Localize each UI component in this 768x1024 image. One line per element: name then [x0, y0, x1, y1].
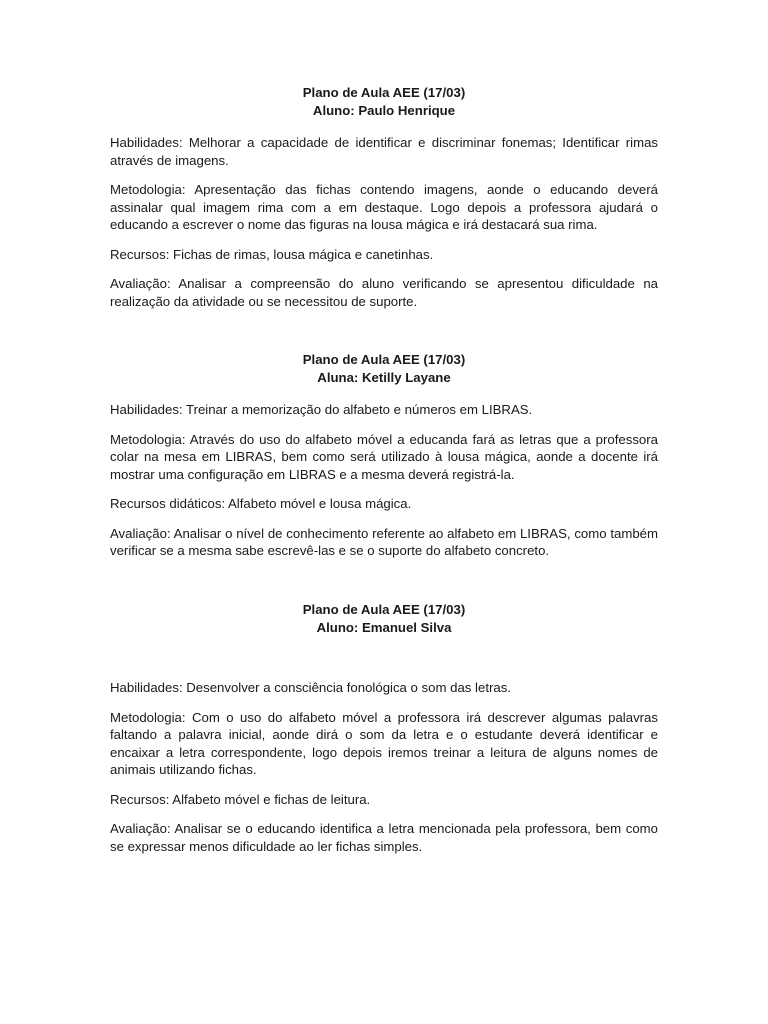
student-name: Aluna: Ketilly Layane	[317, 370, 451, 385]
lesson-plan-emanuel	[110, 601, 658, 867]
skills-paragraph: Habilidades: Melhorar a capacidade de identificar e discriminar fonemas; Identificar rimas através de imagens.	[110, 135, 658, 168]
skills-paragraph: Habilidades: Desenvolver a consciência fonológica o som das letras.	[110, 680, 511, 695]
methodology-paragraph: Metodologia: Com o uso do alfabeto móvel a professora irá descrever algumas palavras faltando a palavra inicial, aonde dirá o som da letra e o estudante deverá identificar e encaixar a letra correspondente, logo depois iremos treinar a leitura de alguns nomes de animais utilizando fichas.	[110, 709, 658, 777]
skills-paragraph: Habilidades: Treinar a memorização do alfabeto e números em LIBRAS.	[110, 402, 533, 417]
plan-title: Plano de Aula AEE (17/03)	[302, 352, 466, 367]
plan-title: Plano de Aula AEE (17/03)	[302, 602, 466, 617]
evaluation-paragraph: Avaliação: Analisar o nível de conhecimento referente ao alfabeto em LIBRAS, como também verificar se a mesma sabe escrevê-las e se o suporte do alfabeto concreto.	[110, 525, 658, 558]
resources-paragraph: Recursos: Fichas de rimas, lousa mágica e canetinhas.	[110, 246, 434, 262]
student-name: Aluno: Paulo Henrique	[312, 103, 456, 118]
methodology-paragraph: Metodologia: Apresentação das fichas contendo imagens, aonde o educando deverá assinalar qual imagem rima com a em destaque. Logo depois a professora ajudará o educando a escrever o nome das figuras na lousa mágica e irá destacará sua rima.	[110, 182, 658, 232]
student-name: Aluno: Emanuel Silva	[316, 620, 452, 635]
resources-paragraph: Recursos: Alfabeto móvel e fichas de leitura.	[110, 791, 371, 807]
lesson-plan-paulo	[110, 84, 658, 322]
resources-paragraph: Recursos didáticos: Alfabeto móvel e lousa mágica.	[110, 496, 412, 511]
evaluation-paragraph: Avaliação: Analisar se o educando identifica a letra mencionada pela professora, bem como se expressar menos dificuldade ao ler fichas simples.	[110, 821, 658, 854]
methodology-paragraph: Metodologia: Através do uso do alfabeto móvel a educanda fará as letras que a professora colar na mesa em LIBRAS, bem como será utilizado à lousa mágica, aonde a docente irá mostrar uma configuração em LIBRAS e a mesma deverá registrá-la.	[110, 431, 658, 482]
plan-title: Plano de Aula AEE (17/03)	[302, 85, 466, 100]
lesson-plan-ketilly	[110, 351, 658, 572]
evaluation-paragraph: Avaliação: Analisar a compreensão do aluno verificando se apresentou dificuldade na realização da atividade ou se necessitou de suporte.	[110, 276, 658, 309]
